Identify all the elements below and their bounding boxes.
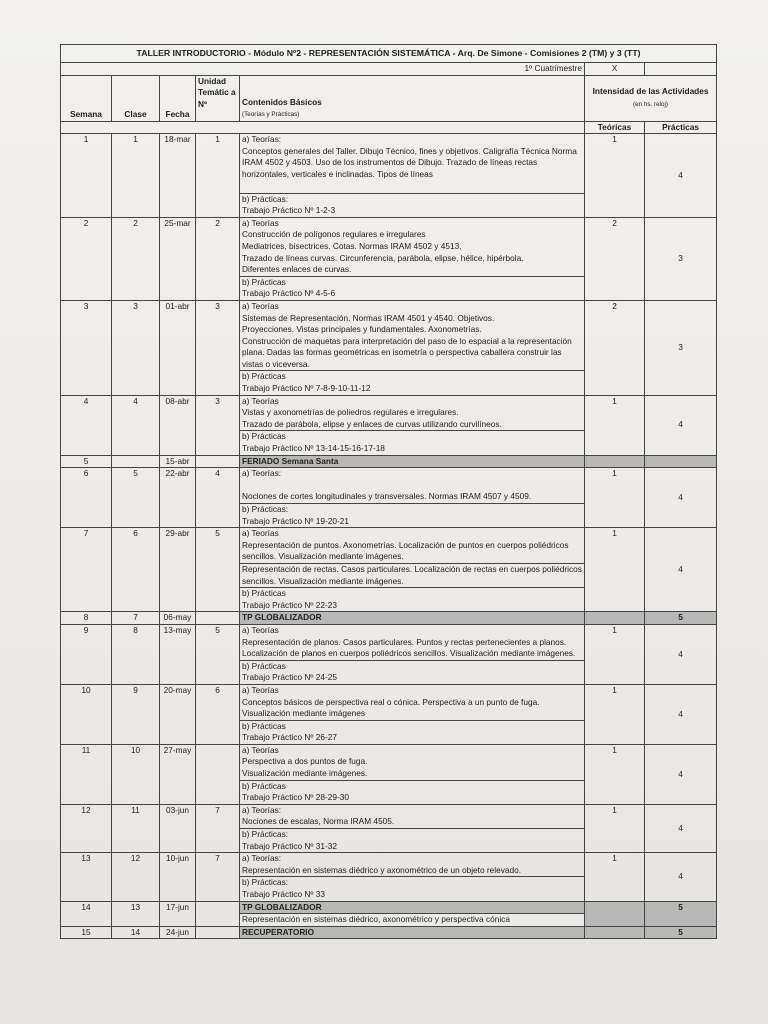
unidad-cell — [196, 744, 240, 804]
table-row — [61, 528, 717, 612]
clase-cell: 6 — [112, 528, 160, 612]
unidad-cell — [196, 926, 240, 939]
practicas-cell: 4 — [645, 744, 717, 804]
practica-text: b) Prácticas Trabajo Práctico Nº 28-29-30 — [240, 780, 584, 804]
teoricas-cell — [585, 926, 645, 939]
teoricas-cell: 1 — [585, 744, 645, 804]
col-practicas: Prácticas — [645, 121, 717, 134]
semana-cell: 13 — [61, 853, 112, 901]
col-semana: Semana — [61, 75, 112, 121]
col-teoricas: Teóricas — [585, 121, 645, 134]
fecha-cell: 25-mar — [160, 217, 196, 300]
teoria-text: a) Teorías: Nociones de escalas, Norma IRAM 4505. — [242, 804, 395, 827]
semana-cell: 11 — [61, 744, 112, 804]
practicas-cell: 4 — [645, 468, 717, 528]
teoricas-cell — [585, 455, 645, 468]
practica-text: b) Prácticas Trabajo Práctico Nº 26-27 — [240, 720, 584, 744]
contenidos-cell — [240, 455, 585, 468]
table-row — [61, 624, 717, 684]
teoricas-cell: 1 — [585, 804, 645, 852]
practicas-cell: 3 — [645, 217, 717, 300]
practicas-cell: 5 — [645, 612, 717, 625]
teoria-text: a) Teorías Representación de planos. Casos particulares. Puntos y rectas pertenecientes a planos. Localización de planos en cuerpos poliédricos sencillos. Visualización mediante imágenes. — [242, 624, 576, 659]
col-contenidos-sub: (Teorías y Prácticas) — [242, 111, 300, 118]
teoricas-cell: 1 — [585, 853, 645, 901]
clase-cell: 10 — [112, 744, 160, 804]
contenidos-cell — [240, 134, 585, 218]
teoricas-cell — [585, 901, 645, 926]
teoricas-cell: 2 — [585, 300, 645, 395]
practicas-cell: 5 — [645, 901, 717, 926]
semana-cell: 9 — [61, 624, 112, 684]
teoria-text: a) Teorías Conceptos básicos de perspectiva real o cónica. Perspectiva a un punto de fuga. Visualización mediante imágenes — [242, 684, 540, 719]
contenidos-cell — [240, 804, 585, 852]
fecha-cell: 13-may — [160, 624, 196, 684]
semana-cell: 2 — [61, 217, 112, 300]
teoria-text: a) Teorías Vistas y axonometrías de poliedros regulares e irregulares. Trazado de parábola, elipse y enlaces de curvas utilizando curvilíneos. — [242, 395, 502, 429]
table-row — [61, 853, 717, 901]
semana-cell: 3 — [61, 300, 112, 395]
table-row — [61, 468, 717, 528]
semana-cell: 7 — [61, 528, 112, 612]
table-row — [61, 300, 717, 395]
semana-cell: 12 — [61, 804, 112, 852]
teoricas-cell: 1 — [585, 395, 645, 455]
practicas-cell: 4 — [645, 134, 717, 218]
table-row — [61, 684, 717, 744]
fecha-cell: 10-jun — [160, 853, 196, 901]
semana-cell: 8 — [61, 612, 112, 625]
practica-text: b) Prácticas Trabajo Práctico Nº 22-23 — [240, 587, 584, 611]
unidad-cell: 7 — [196, 804, 240, 852]
clase-cell: 1 — [112, 134, 160, 218]
table-row — [61, 744, 717, 804]
table-row — [61, 804, 717, 852]
unidad-cell: 5 — [196, 624, 240, 684]
clase-cell: 14 — [112, 926, 160, 939]
contenidos-cell — [240, 300, 585, 395]
document-title: TALLER INTRODUCTORIO - Módulo Nº2 - REPRESENTACIÓN SISTEMÁTICA - Arq. De Simone - Comisiones 2 (TM) y 3 (TT) — [61, 45, 717, 63]
fecha-cell: 20-may — [160, 684, 196, 744]
clase-cell — [112, 455, 160, 468]
practicas-cell: 4 — [645, 684, 717, 744]
semana-cell: 14 — [61, 901, 112, 926]
practica-text: b) Prácticas Trabajo Práctico Nº 24-25 — [240, 660, 584, 684]
teoria-text-2: Representación de rectas. Casos particulares. Localización de rectas en cuerpos poliédricos sencillos. Visualización mediante imágenes. — [240, 563, 584, 587]
contenidos-cell — [240, 744, 585, 804]
unidad-cell: 3 — [196, 300, 240, 395]
practica-text: b) Prácticas Trabajo Práctico Nº 4-5-6 — [240, 276, 584, 300]
clase-cell: 7 — [112, 612, 160, 625]
semana-cell: 5 — [61, 455, 112, 468]
globalizador-label: TP GLOBALIZADOR — [242, 612, 322, 623]
fecha-cell: 29-abr — [160, 528, 196, 612]
clase-cell: 3 — [112, 300, 160, 395]
contenidos-cell — [240, 468, 585, 528]
table-row — [61, 901, 717, 926]
unidad-cell: 6 — [196, 684, 240, 744]
teoria-text: a) Teorías Representación de puntos. Axonometrías. Localización de puntos en cuerpos poliédricos sencillos. Visualización mediante imágenes. — [242, 528, 569, 562]
semana-cell: 1 — [61, 134, 112, 218]
practicas-cell: 5 — [645, 926, 717, 939]
semana-cell: 15 — [61, 926, 112, 939]
fecha-cell: 06-may — [160, 612, 196, 625]
teoricas-cell: 1 — [585, 468, 645, 528]
fecha-cell: 18-mar — [160, 134, 196, 218]
contenidos-cell — [240, 395, 585, 455]
teoricas-cell: 1 — [585, 684, 645, 744]
col-contenidos — [240, 75, 585, 121]
practica-text: b) Prácticas: Trabajo Práctico Nº 31-32 — [240, 828, 584, 852]
clase-cell: 12 — [112, 853, 160, 901]
globalizador-extra: Representación en sistemas diédrico, axonométrico y perspectiva cónica — [240, 913, 584, 926]
contenidos-cell — [240, 217, 585, 300]
unidad-cell — [196, 612, 240, 625]
teoria-text: a) Teorías Perspectiva a dos puntos de fuga. Visualización mediante imágenes. — [242, 744, 368, 779]
clase-cell: 11 — [112, 804, 160, 852]
practicas-cell: 4 — [645, 528, 717, 612]
contenidos-cell — [240, 624, 585, 684]
col-intensidad-unit: (en hs. reloj) — [633, 100, 669, 108]
schedule-table — [60, 44, 717, 939]
teoria-text: a) Teorías: Conceptos generales del Taller. Dibujo Técnico, fines y objetivos. Caligrafía Técnica Norma IRAM 4502 y 4503. Uso de los instrumentos de Dibujo. Trazado de líneas rectas horizontales, verticales e inclinadas. Tipos de líneas — [242, 134, 577, 179]
fecha-cell: 27-may — [160, 744, 196, 804]
teoricas-cell: 2 — [585, 217, 645, 300]
practicas-cell: 4 — [645, 624, 717, 684]
fecha-cell: 17-jun — [160, 901, 196, 926]
table-row — [61, 395, 717, 455]
unidad-cell: 4 — [196, 468, 240, 528]
col-unidad: Unidad Temátic a Nº — [196, 75, 240, 121]
col-intensidad-title: Intensidad de las Actividades — [592, 86, 709, 96]
table-row — [61, 455, 717, 468]
teoria-text: a) Teorías: Nociones de cortes longitudinales y transversales. Normas IRAM 4507 y 4509. — [242, 468, 532, 502]
teoria-text: a) Teorías: Representación en sistemas diédrico y axonométrico de un objeto relevado. — [242, 853, 522, 875]
practicas-cell: 4 — [645, 395, 717, 455]
fecha-cell: 08-abr — [160, 395, 196, 455]
practica-text: b) Prácticas Trabajo Práctico Nº 13-14-15-16-17-18 — [240, 430, 584, 454]
contenidos-cell — [240, 901, 585, 926]
col-clase: Clase — [112, 75, 160, 121]
clase-cell: 2 — [112, 217, 160, 300]
practica-text: b) Prácticas Trabajo Práctico Nº 7-8-9-10-11-12 — [240, 370, 584, 394]
globalizador-label: TP GLOBALIZADOR — [242, 901, 322, 912]
clase-cell: 5 — [112, 468, 160, 528]
col-intensidad — [585, 75, 717, 121]
unidad-cell — [196, 901, 240, 926]
fecha-cell: 01-abr — [160, 300, 196, 395]
semana-cell: 10 — [61, 684, 112, 744]
col-fecha: Fecha — [160, 75, 196, 121]
fecha-cell: 03-jun — [160, 804, 196, 852]
globalizador-label: RECUPERATORIO — [242, 926, 315, 937]
contenidos-cell — [240, 528, 585, 612]
semana-cell: 6 — [61, 468, 112, 528]
teoricas-cell: 1 — [585, 134, 645, 218]
table-row — [61, 134, 717, 218]
table-row — [61, 612, 717, 625]
cuatrimestre-label: 1º Cuatrimestre — [61, 63, 585, 76]
practicas-cell: 4 — [645, 804, 717, 852]
contenidos-cell — [240, 926, 585, 939]
contenidos-cell — [240, 853, 585, 901]
unidad-cell: 7 — [196, 853, 240, 901]
practicas-cell: 3 — [645, 300, 717, 395]
clase-cell: 9 — [112, 684, 160, 744]
table-row — [61, 926, 717, 939]
practica-text: b) Prácticas: Trabajo Práctico Nº 1-2-3 — [240, 193, 584, 217]
practica-text: b) Prácticas: Trabajo Práctico Nº 19-20-21 — [240, 503, 584, 527]
teoricas-cell: 1 — [585, 624, 645, 684]
clase-cell: 4 — [112, 395, 160, 455]
col-contenidos-title: Contenidos Básicos — [242, 97, 322, 108]
table-row — [61, 217, 717, 300]
clase-cell: 13 — [112, 901, 160, 926]
feriado-label: FERIADO Semana Santa — [242, 455, 339, 466]
unidad-cell: 1 — [196, 134, 240, 218]
unidad-cell: 2 — [196, 217, 240, 300]
semana-cell: 4 — [61, 395, 112, 455]
fecha-cell: 15-abr — [160, 455, 196, 468]
contenidos-cell — [240, 612, 585, 625]
unidad-cell: 5 — [196, 528, 240, 612]
teoria-text: a) Teorías Sistemas de Representación. Normas IRAM 4501 y 4540. Objetivos. Proyecciones. Vistas principales y fundamentales. Axonometrías. Construcción de maquetas para interpretación del paso de lo espacial a la representación plana. Dadas las formas geométricas en isometría o perspectiva caballera construir las vistas o viceversa. — [242, 300, 572, 369]
teoricas-cell — [585, 612, 645, 625]
teoria-text: a) Teorías Construcción de polígonos regulares e irregulares Mediatrices, bisectrices. Cotas. Normas IRAM 4502 y 4513, Trazado de líneas curvas. Circunferencia, parábola, elipse, hélice, hipérbola. Diferentes enlaces de curvas. — [242, 217, 524, 275]
teoricas-cell: 1 — [585, 528, 645, 612]
fecha-cell: 24-jun — [160, 926, 196, 939]
practica-text: b) Prácticas: Trabajo Práctico Nº 33 — [240, 876, 584, 900]
contenidos-cell — [240, 684, 585, 744]
unidad-cell — [196, 455, 240, 468]
practicas-cell — [645, 455, 717, 468]
unidad-cell: 3 — [196, 395, 240, 455]
clase-cell: 8 — [112, 624, 160, 684]
cuatrimestre-mark: X — [585, 63, 645, 76]
practicas-cell: 4 — [645, 853, 717, 901]
fecha-cell: 22-abr — [160, 468, 196, 528]
